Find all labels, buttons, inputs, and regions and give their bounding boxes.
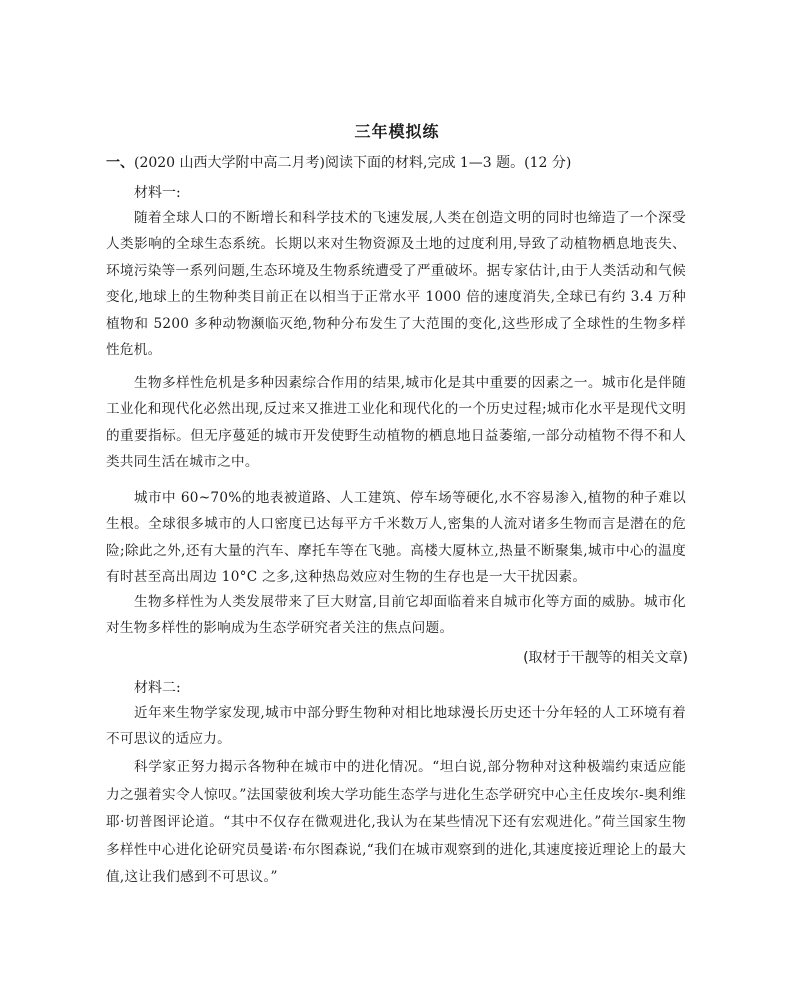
material-two-label: 材料二:	[134, 680, 181, 696]
page-title: 三年模拟练	[354, 122, 440, 141]
source-citation: (取材于干靓等的相关文章)	[523, 650, 688, 666]
question-header	[106, 153, 696, 173]
material-two-paragraph-1: 近年来生物学家发现,城市中部分野生物种对相比地球漫长历史还十分年轻的人工环境有着不可思议的适应力。	[106, 705, 686, 748]
question-number: 一、	[106, 155, 134, 171]
question-prompt: (2020 山西大学附中高二月考)阅读下面的材料,完成 1—3 题。(12 分)	[134, 155, 572, 171]
material-one-label: 材料一:	[134, 185, 181, 201]
material-two-paragraph-2: 科学家正努力揭示各物种在城市中的进化情况。“坦白说,部分物种对这种极端约束适应能力之强着实令人惊叹。”法国蒙彼利埃大学功能生态学与进化生态学研究中心主任皮埃尔-奥利维耶·切普图评论道。“其中不仅存在微观进化,我认为在某些情况下还有宏观进化。”荷兰国家生物多样性中心进化论研究员曼诺·布尔图森说,“我们在城市观察到的进化,其速度接近理论上的最大值,这让我们感到不可思议。”	[106, 759, 686, 885]
material-one-paragraph-4: 生物多样性为人类发展带来了巨大财富,目前它却面临着来自城市化等方面的威胁。城市化对生物多样性的影响成为生态学研究者关注的焦点问题。	[106, 594, 686, 637]
material-one-paragraph-2: 生物多样性危机是多种因素综合作用的结果,城市化是其中重要的因素之一。城市化是伴随工业化和现代化必然出现,反过来又推进工业化和现代化的一个历史过程;城市化水平是现代文明的重要指标。但无序蔓延的城市开发使野生动植物的栖息地日益萎缩,一部分动植物不得不和人类共同生活在城市之中。	[106, 375, 686, 471]
material-one-paragraph-3: 城市中 60~70%的地表被道路、人工建筑、停车场等硬化,水不容易渗入,植物的种子难以生根。全球很多城市的人口密度已达每平方千米数万人,密集的人流对诸多生物而言是潜在的危险;除此之外,还有大量的汽车、摩托车等在飞驰。高楼大厦林立,热量不断聚集,城市中心的温度有时甚至高出周边 10°C 之多,这种热岛效应对生物的生存也是一大干扰因素。	[106, 490, 686, 586]
material-one-paragraph-1: 随着全球人口的不断增长和科学技术的飞速发展,人类在创造文明的同时也缔造了一个深受人类影响的全球生态系统。长期以来对生物资源及土地的过度利用,导致了动植物栖息地丧失、环境污染等一系列问题,生态环境及生物系统遭受了严重破坏。据专家估计,由于人类活动和气候变化,地球上的生物种类目前正在以相当于正常水平 1000 倍的速度消失,全球已有约 3.4 万种植物和 5200 多种动物濒临灭绝,物种分布发生了大范围的变化,这些形成了全球性的生物多样性危机。	[106, 210, 686, 359]
